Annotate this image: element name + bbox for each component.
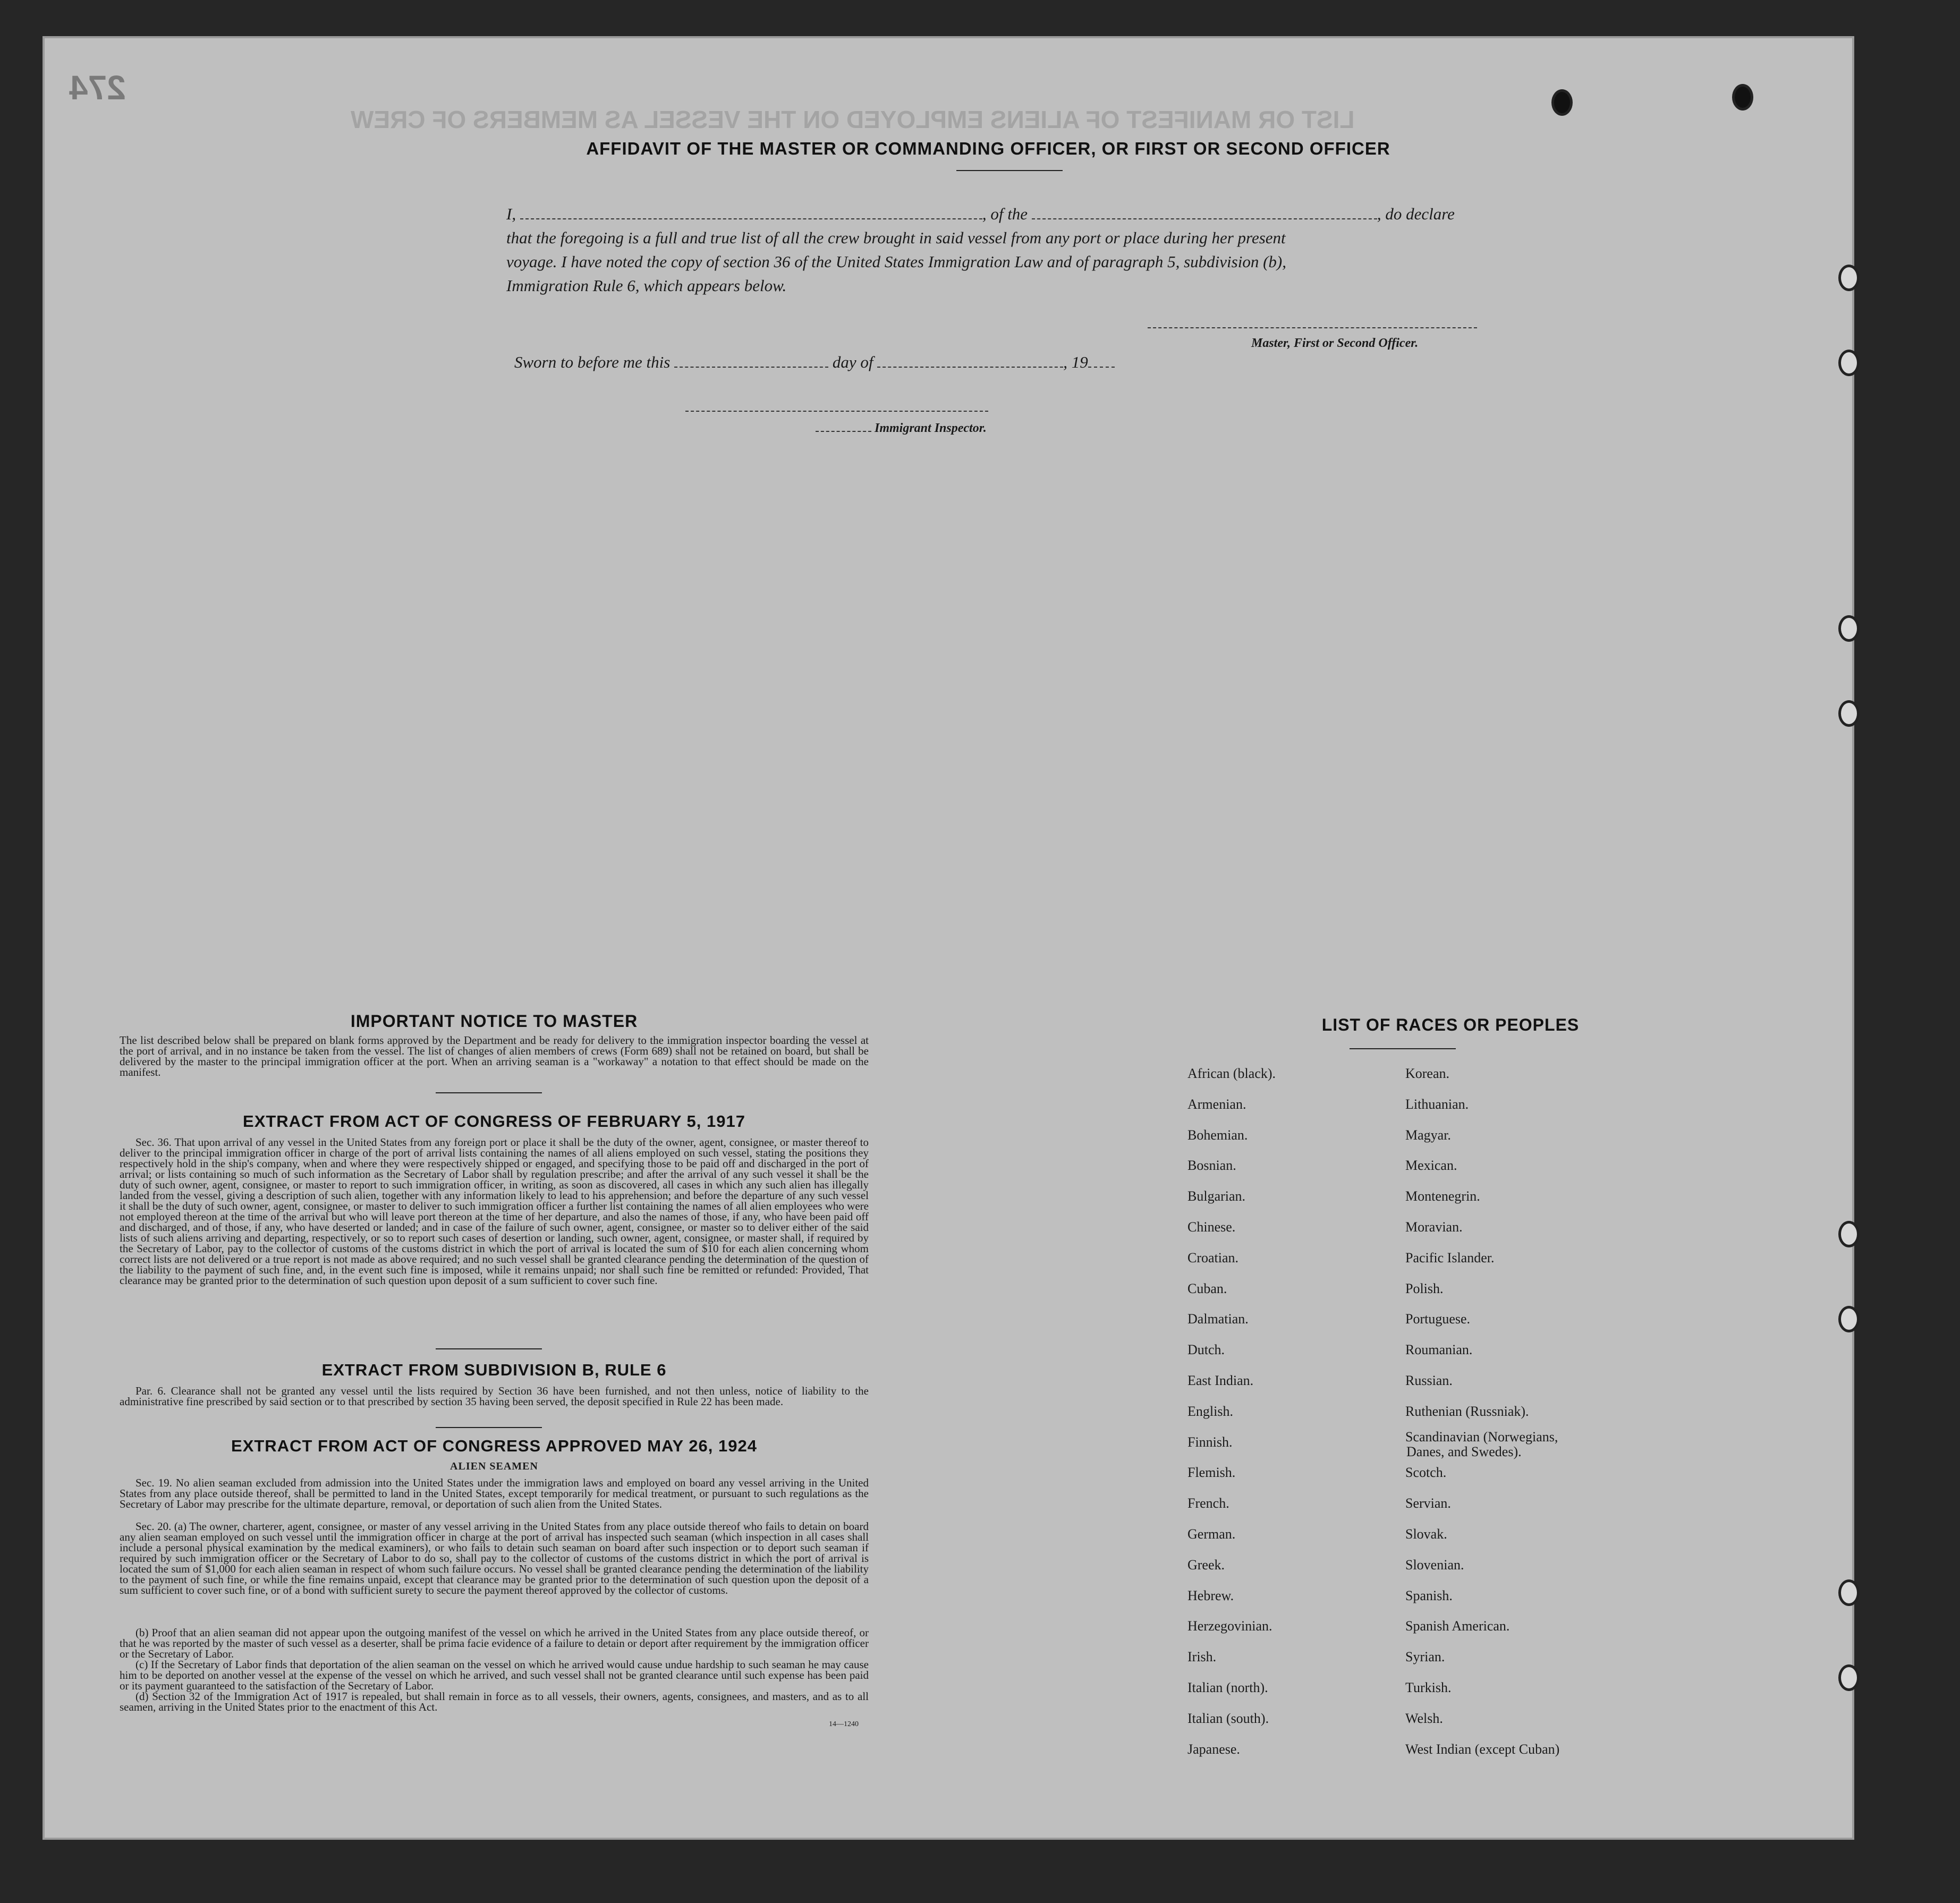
punch-hole <box>1838 1664 1860 1691</box>
extract-rule6-text: Par. 6. Clearance shall not be granted any vessel until the lists required by Section 36 have been furnished, and not then unless, notice of liability to the administrative fine prescribed by said section or to that prescribed by section 35 having been served, the deposit specified in Rule 22 has been made. <box>120 1384 869 1408</box>
race-item: Moravian. <box>1405 1219 1463 1235</box>
race-item: French. <box>1187 1496 1229 1511</box>
race-item: Herzegovinian. <box>1187 1618 1272 1634</box>
race-item: Croatian. <box>1187 1250 1239 1265</box>
races-title: LIST OF RACES OR PEOPLES <box>1321 1015 1580 1034</box>
race-item: Chinese. <box>1187 1219 1236 1235</box>
master-signature-label: Master, First or Second Officer. <box>1251 336 1419 350</box>
bleed-through-heading: LIST OR MANIFEST OF ALIENS EMPLOYED ON THE VESSEL AS MEMBERS OF CREW <box>351 106 1355 133</box>
race-item: East Indian. <box>1187 1373 1254 1388</box>
extract-rule6-title: EXTRACT FROM SUBDIVISION B, RULE 6 <box>321 1361 667 1379</box>
race-item: Bohemian. <box>1187 1127 1248 1143</box>
race-item: Hebrew. <box>1187 1588 1234 1603</box>
race-item: Mexican. <box>1405 1158 1457 1173</box>
race-item: English. <box>1187 1404 1233 1419</box>
punch-hole <box>1838 265 1860 291</box>
race-item: Italian (north). <box>1187 1680 1268 1695</box>
race-item: Dalmatian. <box>1187 1311 1249 1327</box>
extract-1917-title: EXTRACT FROM ACT OF CONGRESS OF FEBRUARY 5, 1917 <box>243 1112 745 1131</box>
punch-hole <box>1838 1221 1860 1247</box>
divider <box>956 170 1063 171</box>
day-blank[interactable] <box>674 363 828 368</box>
race-item: Armenian. <box>1187 1097 1246 1112</box>
race-item: Welsh. <box>1405 1711 1443 1726</box>
extract-1924-c: (c) If the Secretary of Labor finds that deportation of the alien seaman on the vessel on which he arrived would cause undue hardship to such seaman he may cause him to be deported on another vessel at the expense of the vessel on which he arrived, and such vessel shall not be granted clearance until such expense has been paid or its payment guaranteed to the satisfaction of the Secretary of Labor. <box>120 1658 869 1692</box>
race-item: Spanish. <box>1405 1588 1453 1603</box>
race-item: Cuban. <box>1187 1281 1227 1296</box>
month-blank[interactable] <box>877 363 1063 368</box>
extract-1924-sec20: Sec. 20. (a) The owner, charterer, agent, consignee, or master of any vessel arriving in the United States from any place outside thereof who fails to detain on board any alien seaman employed on such vessel until the immigration officer in charge at the port of arrival has inspected such seaman (which inspection in all cases shall include a personal physical examination by the medical examiners), or who fails to detain such seaman on board after such inspection or to deport such seaman if required by such immigration officer or the Secretary of Labor to do so, shall pay to the collector of customs of the customs district in which the port of arrival is located the sum of $1,000 for each alien seaman in respect of whom such failure occurs. No vessel shall be granted clearance pending the determination of the liability to the payment of such fine, or while the fine remains unpaid, except that clearance may be granted prior to the determination of such question upon the deposit of a sum sufficient to cover such fine, or of a bond with sufficient surety to secure the payment thereof approved by the collector of customs. <box>120 1520 869 1596</box>
race-item: Montenegrin. <box>1405 1188 1480 1204</box>
affidavit-line-4: Immigration Rule 6, which appears below. <box>506 276 787 295</box>
affidavit-title: AFFIDAVIT OF THE MASTER OR COMMANDING OFFICER, OR FIRST OR SECOND OFFICER <box>586 139 1390 158</box>
punch-hole <box>1732 84 1753 111</box>
vessel-blank[interactable] <box>1032 215 1377 219</box>
master-signature-line[interactable] <box>1148 327 1477 328</box>
divider <box>436 1348 542 1349</box>
divider <box>1350 1048 1456 1049</box>
punch-hole <box>1838 1306 1860 1332</box>
extract-1917-text: Sec. 36. That upon arrival of any vessel in the United States from any foreign port or place it shall be the duty of the owner, agent, consignee, or master thereof to deliver to the principal immigration officer in charge of the port of arrival lists containing the names of all aliens employed on such vessel, stating the positions they respectively hold in the ship's company, when and where they were respectively shipped or engaged, and specifying those to be paid off and discharged in the port of arrival; or lists containing so much of such information as the Secretary of Labor shall by regulation prescribe; and after the arrival of any such vessel it shall be the duty of such owner, agent, consignee, or master to report to such immigration officer, in writing, as soon as discovered, all cases in which any such alien has illegally landed from the vessel, giving a description of such alien, together with any information likely to lead to his apprehension; and before the departure of any such vessel it shall be the duty of such owner, agent, consignee, or master to deliver to such immigration officer a further list containing the names of all alien employees who were not employed thereon at the time of the arrival but who will leave port thereon at the time of her departure, and also the names of those, if any, who have been paid off and discharged, and of those, if any, who have deserted or landed; and in case of the failure of such owner, agent, consignee, or master so to deliver either of the said lists of such aliens arriving and departing, respectively, or so to report such cases of desertion or landing, such owner, agent, consignee, or master shall, if required by the Secretary of Labor, pay to the collector of customs of the customs district in which the port of arrival is located the sum of $10 for each alien concerning whom correct lists are not delivered or a true report is not made as above required; and no such vessel shall be granted clearance pending the determination of the question of the liability to the payment of such fine, and, in the event such fine is imposed, while it remains unpaid; nor shall such fine be remitted or refunded: Provided, That clearance may be granted prior to the determination of such question upon deposit of a sum sufficient to cover such fine. <box>120 1136 869 1287</box>
inspector-label: Immigrant Inspector. <box>816 421 987 436</box>
race-item: Magyar. <box>1405 1127 1451 1143</box>
race-item: Spanish American. <box>1405 1618 1510 1634</box>
race-item: Roumanian. <box>1405 1342 1473 1357</box>
extract-1924-b: (b) Proof that an alien seaman did not appear upon the outgoing manifest of the vessel on which he arrived in the United States from any place outside thereof, or that he was reported by the master of such vessel as a deserter, shall be prima facie evidence of a failure to detain or deport after requirement by the immigration officer or the Secretary of Labor. <box>120 1626 869 1660</box>
race-item: Japanese. <box>1187 1741 1240 1757</box>
race-item: Korean. <box>1405 1066 1450 1081</box>
race-scandinavian-continuation: Danes, and Swedes). <box>1406 1444 1522 1459</box>
race-item: Greek. <box>1187 1557 1225 1573</box>
race-item: Flemish. <box>1187 1465 1236 1480</box>
alien-seamen-subtitle: ALIEN SEAMEN <box>450 1460 538 1472</box>
inspector-signature-line[interactable] <box>685 411 988 412</box>
race-item: Italian (south). <box>1187 1711 1269 1726</box>
notice-text: The list described below shall be prepared on blank forms approved by the Department and be ready for delivery to the immigration inspector boarding the vessel at the port of arrival, and in no instance be taken from the vessel. The list of changes of alien members of crews (Form 689) shall not be retained on board, but shall be delivered by the master to the principal immigration officer at the port. When an arriving seaman is a "workaway" a notation to that effect should be made on the manifest. <box>120 1034 869 1078</box>
race-item: Russian. <box>1405 1373 1453 1388</box>
margin-number: 274 <box>69 69 126 107</box>
year-blank[interactable] <box>1088 363 1115 368</box>
race-item: Lithuanian. <box>1405 1097 1469 1112</box>
punch-hole <box>1838 350 1860 376</box>
race-item: Finnish. <box>1187 1434 1233 1450</box>
affidavit-line-1: I, , of the , do declare <box>506 205 1455 223</box>
race-item: Scandinavian (Norwegians, <box>1405 1429 1558 1445</box>
race-item: Bulgarian. <box>1187 1188 1246 1204</box>
race-item: African (black). <box>1187 1066 1276 1081</box>
extract-1924-d: (d) Section 32 of the Immigration Act of 1917 is repealed, but shall remain in force as to all vessels, their owners, agents, consignees, and masters, and as to all seamen, arriving in the United States prior to the enactment of this Act. <box>120 1690 869 1713</box>
race-item: Portuguese. <box>1405 1311 1471 1327</box>
race-item: Irish. <box>1187 1649 1217 1664</box>
race-item: Bosnian. <box>1187 1158 1236 1173</box>
race-item: Pacific Islander. <box>1405 1250 1495 1265</box>
extract-1924-sec19: Sec. 19. No alien seaman excluded from admission into the United States under the immigration laws and employed on board any vessel arriving in the United States from any place outside thereof, shall be permitted to land in the United States, except temporarily for medical treatment, or pursuant to such regulations as the Secretary of Labor may prescribe for the ultimate departure, removal, or deportation of such alien from the United States. <box>120 1476 869 1510</box>
notice-title: IMPORTANT NOTICE TO MASTER <box>350 1012 638 1031</box>
punch-hole <box>1838 1579 1860 1606</box>
race-item: Slovak. <box>1405 1526 1447 1542</box>
race-item: Slovenian. <box>1405 1557 1464 1573</box>
race-item: Servian. <box>1405 1496 1451 1511</box>
document-sheet <box>43 36 1854 1840</box>
race-item: Polish. <box>1405 1281 1444 1296</box>
name-blank[interactable] <box>520 215 982 219</box>
race-item: Syrian. <box>1405 1649 1445 1664</box>
affidavit-line-3: voyage. I have noted the copy of section 36 of the United States Immigration Law and of paragraph 5, subdivision (b), <box>506 252 1286 271</box>
race-item: Ruthenian (Russniak). <box>1405 1404 1529 1419</box>
punch-hole <box>1551 89 1573 116</box>
extract-1924-title: EXTRACT FROM ACT OF CONGRESS APPROVED MAY 26, 1924 <box>231 1437 757 1455</box>
race-item: Turkish. <box>1405 1680 1452 1695</box>
race-item: Scotch. <box>1405 1465 1447 1480</box>
divider <box>436 1427 542 1428</box>
punch-hole <box>1838 615 1860 642</box>
race-item: West Indian (except Cuban) <box>1405 1741 1560 1757</box>
form-number: 14—1240 <box>829 1720 859 1728</box>
affidavit-line-2: that the foregoing is a full and true list of all the crew brought in said vessel from any port or place during her present <box>506 228 1286 247</box>
race-item: German. <box>1187 1526 1236 1542</box>
punch-hole <box>1838 700 1860 727</box>
race-item: Dutch. <box>1187 1342 1225 1357</box>
sworn-line: Sworn to before me this day of , 19 <box>514 351 1115 374</box>
divider <box>436 1092 542 1093</box>
